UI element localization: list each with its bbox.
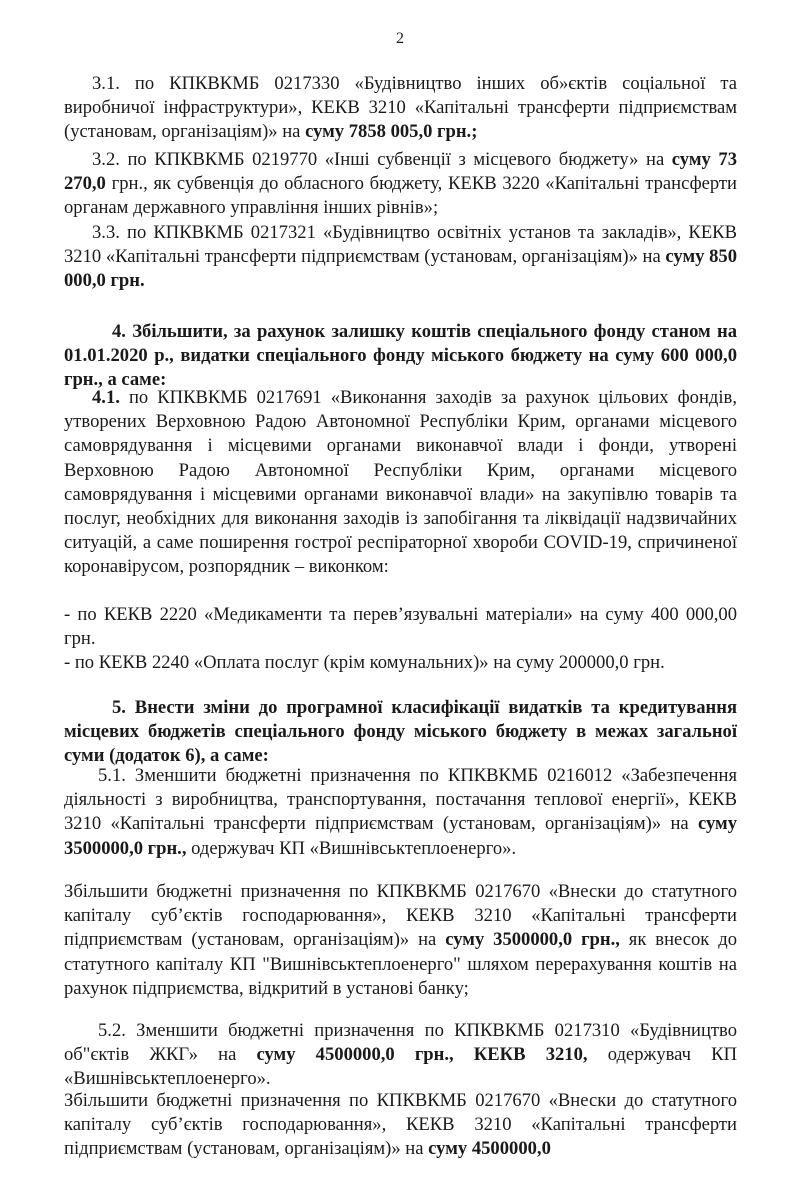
paragraph-3-2-post: грн., як субвенція до обласного бюджету, КЕКВ 3220 «Капітальні трансферти органам державного управління інших рівнів»;: [64, 173, 737, 219]
section-4-heading: [64, 320, 737, 393]
list-item-kekv-2220: - по КЕКВ 2220 «Медикаменти та перев’язувальні матеріали» на суму 400 000,00 грн.: [64, 604, 737, 650]
list-item-kekv-2240: - по КЕКВ 2240 «Оплата послуг (крім комунальних)» на суму 200000,0 грн.: [64, 652, 665, 673]
paragraph-5-2-decrease-amount: суму 4500000,0 грн., КЕКВ 3210,: [256, 1044, 588, 1066]
paragraph-4-1-number: 4.1.: [92, 387, 120, 408]
paragraph-5-1-decrease-amount: суму 3500000,0 грн.,: [64, 813, 737, 859]
paragraph-3-3-text: 3.3. по КПКВКМБ 0217321 «Будівництво освітніх установ та закладів», КЕКВ 3210 «Капітальні трансферти підприємствам (установам, організаціям)» на: [64, 222, 737, 268]
paragraph-5-2-decrease-recipient: одержувач КП «Вишнівськтеплоенерго».: [64, 1044, 738, 1090]
paragraph-3-1-amount: суму 7858 005,0 грн.;: [305, 121, 478, 143]
paragraph-3-3-amount: суму 850 000,0 грн.: [64, 246, 738, 292]
paragraph-5-1-decrease: [64, 764, 737, 861]
paragraph-3-3: [64, 221, 737, 294]
paragraph-4-1-text: по КПКВКМБ 0217691 «Виконання заходів за рахунок цільових фондів, утворених Верховною Радою Автономної Республіки Крим, органами місцевого самоврядування і місцевими органами виконавчої влади і фонди, утворені Верховною Радою Автономної Республіки Крим, органами місцевого самоврядування і місцевими органами виконавчої влади» на закупівлю товарів та послуг, необхідних для виконання заходів із запобігання та ліквідації надзвичайних ситуацій, а саме поширення гострої респіраторної хвороби COVID-19, спричиненої коронавірусом, розпорядник – виконком:: [64, 387, 737, 578]
paragraph-5-1-decrease-text: 5.1. Зменшити бюджетні призначення по КПКВКМБ 0216012 «Забезпечення діяльності з виробництва, транспортування, постачання теплової енергії», КЕКВ 3210 «Капітальні трансферти підприємствам (установам, організаціям)» на: [64, 765, 737, 835]
paragraph-3-1: [64, 72, 737, 145]
paragraph-5-2-increase: [64, 1089, 737, 1162]
paragraph-5-2-increase-amount: суму 4500000,0: [428, 1138, 551, 1160]
paragraph-5-2-decrease-text: 5.2. Зменшити бюджетні призначення по КПКВКМБ 0217310 «Будівництво об"єктів ЖКГ» на: [64, 1020, 737, 1066]
paragraph-3-1-text: 3.1. по КПКВКМБ 0217330 «Будівництво інших об»єктів соціальної та виробничої інфраструктури», КЕКВ 3210 «Капітальні трансферти підприємствам (установам, організаціям)» на: [64, 73, 737, 143]
paragraph-5-1-increase-amount: суму 3500000,0 грн.,: [445, 929, 620, 951]
section-4-heading-text: 4. Збільшити, за рахунок залишку коштів спеціального фонду станом на 01.01.2020 р., видатки спеціального фонду міського бюджету на суму 600 000,0 грн., а саме:: [64, 321, 737, 391]
paragraph-5-1-increase-text: Збільшити бюджетні призначення по КПКВКМБ 0217670 «Внески до статутного капіталу суб’єктів господарювання», КЕКВ 3210 «Капітальні трансферти підприємствам (установам, організаціям)» на: [64, 881, 737, 951]
section-5-heading: [64, 696, 737, 769]
page-number: 2: [396, 30, 404, 47]
paragraph-5-2-increase-text: Збільшити бюджетні призначення по КПКВКМБ 0217670 «Внески до статутного капіталу суб’єктів господарювання», КЕКВ 3210 «Капітальні трансферти підприємствам (установам, організаціям)» на: [64, 1090, 737, 1160]
paragraph-3-2-amount: суму 73 270,0: [64, 149, 737, 195]
paragraph-5-1-decrease-recipient: одержувач КП «Вишнівськтеплоенерго».: [186, 837, 517, 859]
section-5-heading-text: 5. Внести зміни до програмної класифікації видатків та кредитування місцевих бюджетів спеціального фонду міського бюджету в межах загальної суми (додаток 6), а саме:: [64, 697, 737, 767]
paragraph-3-2: [64, 148, 737, 221]
paragraph-5-2-decrease: [64, 1019, 737, 1092]
paragraph-3-2-pre: 3.2. по КПКВКМБ 0219770 «Інші субвенції з місцевого бюджету» на: [92, 149, 672, 170]
paragraph-5-1-increase: [64, 880, 737, 1001]
paragraph-4-1: [64, 386, 737, 580]
paragraph-5-1-increase-post: як внесок до статутного капіталу КП "Вишнівськтеплоенерго" шляхом перерахування коштів на рахунок підприємства, відкритий в установі банку;: [64, 929, 737, 999]
